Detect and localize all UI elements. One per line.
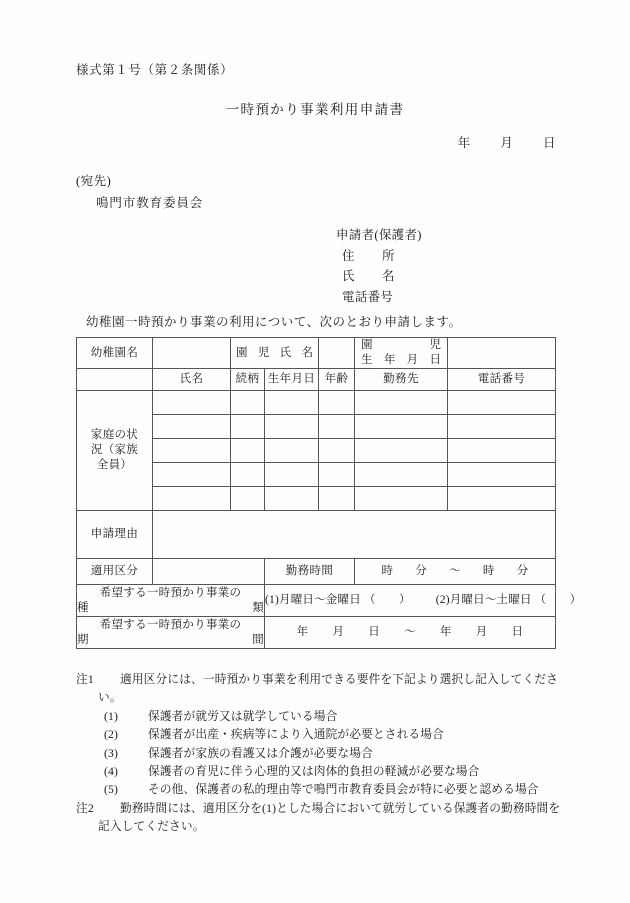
period-end-day: 日 — [511, 626, 524, 638]
form-number: 様式第１号（第２条関係） — [76, 63, 234, 77]
note-item-1-text: 保護者が就労又は就学している場合 — [148, 709, 338, 723]
note-1-line-1 — [76, 671, 568, 689]
note-item-3-text: 保護者が家族の看護又は介護が必要な場合 — [148, 746, 373, 760]
note-item-4 — [76, 763, 568, 781]
family-cell-workplace[interactable] — [355, 487, 448, 511]
family-cell-workplace[interactable] — [355, 415, 448, 439]
family-col-age: 年齢 — [319, 369, 355, 391]
service-type-options[interactable] — [265, 585, 582, 617]
child-name-label: 園児氏名 — [231, 338, 319, 369]
family-cell-age[interactable] — [319, 391, 355, 415]
family-cell-name[interactable] — [153, 487, 231, 511]
period-label: 希望する一時預かり事業の 期間 — [77, 617, 265, 649]
work-hours-label: 勤務時間 — [265, 559, 355, 585]
family-col-relation: 続柄 — [231, 369, 265, 391]
period-start-month: 月 — [332, 626, 345, 638]
family-cell-workplace[interactable] — [355, 439, 448, 463]
family-cell-birthdate[interactable] — [265, 487, 319, 511]
family-cell-birthdate[interactable] — [265, 463, 319, 487]
table-row — [77, 391, 556, 415]
family-cell-relation[interactable] — [231, 439, 265, 463]
family-cell-age[interactable] — [319, 439, 355, 463]
kindergarten-name-label: 幼稚園名 — [77, 338, 153, 369]
family-cell-relation[interactable] — [231, 415, 265, 439]
note-item-2 — [76, 726, 568, 744]
note-item-5-number: (5) — [104, 783, 119, 797]
note-1-continuation: い。 — [98, 691, 122, 705]
application-table — [76, 337, 582, 649]
note-1-number: 注1 — [76, 673, 94, 686]
family-cell-phone[interactable] — [448, 415, 556, 439]
family-cell-birthdate[interactable] — [265, 391, 319, 415]
table-row-family-header — [77, 369, 556, 391]
family-cell-relation[interactable] — [231, 463, 265, 487]
work-hours-end-minute: 分 — [516, 565, 529, 577]
period-start-day: 日 — [368, 626, 381, 638]
note-item-4-number: (4) — [104, 765, 119, 779]
addressee-label: (宛先) — [76, 174, 112, 188]
table-row-child-info — [77, 338, 556, 369]
applicant-name-label: 氏 — [342, 269, 355, 283]
applicant-phone-label: 電話番号 — [342, 289, 394, 304]
note-2-text: 勤務時間には、適用区分を(1)とした場合において就労している保護者の勤務時間を — [120, 801, 561, 815]
category-label: 適用区分 — [77, 559, 153, 585]
work-hours-value[interactable] — [355, 559, 556, 585]
note-2 — [76, 800, 568, 837]
period-tilde: ～ — [404, 626, 416, 638]
work-hours-end-hour: 時 — [482, 565, 495, 577]
child-birthdate-value[interactable] — [448, 338, 556, 369]
applicant-address-label-2: 所 — [382, 248, 395, 263]
note-item-3-number: (3) — [104, 746, 119, 760]
service-type-option-2: (2)月曜日～土曜日 — [435, 594, 532, 606]
table-row-reason — [77, 511, 556, 559]
family-cell-workplace[interactable] — [355, 463, 448, 487]
applicant-address-label: 住 — [342, 248, 355, 263]
date-year-label: 年 — [457, 136, 471, 150]
family-cell-phone[interactable] — [448, 391, 556, 415]
family-cell-name[interactable] — [153, 391, 231, 415]
applicant-name-row — [336, 266, 422, 287]
addressee-name: 鳴門市教育委員会 — [96, 196, 204, 210]
family-cell-age[interactable] — [319, 463, 355, 487]
table-row-service-type — [77, 585, 556, 617]
period-value[interactable] — [265, 617, 556, 649]
family-cell-relation[interactable] — [231, 391, 265, 415]
reason-value[interactable] — [153, 511, 556, 559]
service-type-option-1: (1)月曜日～金曜日 — [265, 594, 361, 606]
note-1 — [76, 671, 568, 800]
applicant-title: 申請者(保護者) — [336, 228, 422, 242]
category-value[interactable] — [153, 559, 265, 585]
family-col-phone: 電話番号 — [448, 369, 556, 391]
child-name-value[interactable] — [319, 338, 355, 369]
note-item-5 — [76, 781, 568, 799]
family-header-spacer — [77, 369, 153, 391]
family-cell-age[interactable] — [319, 487, 355, 511]
family-col-workplace: 勤務先 — [355, 369, 448, 391]
family-cell-workplace[interactable] — [355, 391, 448, 415]
family-status-label: 家庭の状 況（家族 全員） — [77, 391, 153, 511]
family-cell-phone[interactable] — [448, 439, 556, 463]
note-2-continuation: 記入してください。 — [98, 820, 205, 834]
work-hours-start-minute: 分 — [415, 565, 428, 577]
application-statement: 幼稚園一時預かり事業の利用について、次のとおり申請します。 — [86, 315, 462, 329]
period-start-year: 年 — [296, 626, 309, 638]
family-cell-birthdate[interactable] — [265, 415, 319, 439]
applicant-block — [336, 225, 422, 307]
table-row-category — [77, 559, 556, 585]
family-cell-name[interactable] — [153, 415, 231, 439]
note-2-line-1 — [76, 800, 568, 818]
note-item-1 — [76, 708, 568, 726]
family-cell-name[interactable] — [153, 463, 231, 487]
note-item-2-number: (2) — [104, 728, 119, 742]
family-cell-phone[interactable] — [448, 487, 556, 511]
applicant-name-label-2: 名 — [382, 269, 395, 283]
family-cell-name[interactable] — [153, 439, 231, 463]
family-cell-age[interactable] — [319, 415, 355, 439]
date-day-label: 日 — [542, 136, 556, 150]
note-item-3 — [76, 745, 568, 763]
period-end-year: 年 — [439, 626, 452, 638]
note-item-5-text: その他、保護者の私的理由等で鳴門市教育委員会が特に必要と認める場合 — [148, 783, 539, 797]
date-line — [458, 133, 556, 151]
family-col-name: 氏名 — [153, 369, 231, 391]
period-end-month: 月 — [475, 626, 488, 638]
applicant-address-row — [336, 246, 422, 267]
note-item-1-number: (1) — [104, 709, 119, 723]
service-type-option-1-checkbox[interactable]: （ ） — [363, 594, 411, 606]
family-cell-birthdate[interactable] — [265, 439, 319, 463]
note-2-number: 注2 — [76, 801, 94, 815]
work-hours-start-hour: 時 — [381, 565, 394, 577]
note-item-2-text: 保護者が出産・疾病等により入通院が必要とされる場合 — [148, 728, 444, 742]
child-birthdate-label: 園児 生年月日 — [355, 338, 448, 369]
service-type-option-2-checkbox[interactable]: （ ） — [534, 594, 582, 606]
date-month-label: 月 — [500, 136, 514, 150]
note-item-4-text: 保護者の育児に伴う心理的又は肉体的負担の軽減が必要な場合 — [148, 765, 480, 779]
applicant-phone-row — [336, 287, 422, 308]
family-cell-phone[interactable] — [448, 463, 556, 487]
notes-section — [76, 671, 568, 837]
work-hours-tilde: ～ — [449, 565, 461, 577]
kindergarten-name-value[interactable] — [153, 338, 231, 369]
family-cell-relation[interactable] — [231, 487, 265, 511]
family-col-birthdate: 生年月日 — [265, 369, 319, 391]
document-title: 一時預かり事業利用申請書 — [225, 102, 405, 117]
note-1-text: 適用区分には、一時預かり事業を利用できる要件を下記より選択し記入してくださ — [120, 673, 558, 686]
service-type-label: 希望する一時預かり事業の 種類 — [77, 585, 265, 617]
table-row-period — [77, 617, 556, 649]
reason-label: 申請理由 — [77, 511, 153, 559]
